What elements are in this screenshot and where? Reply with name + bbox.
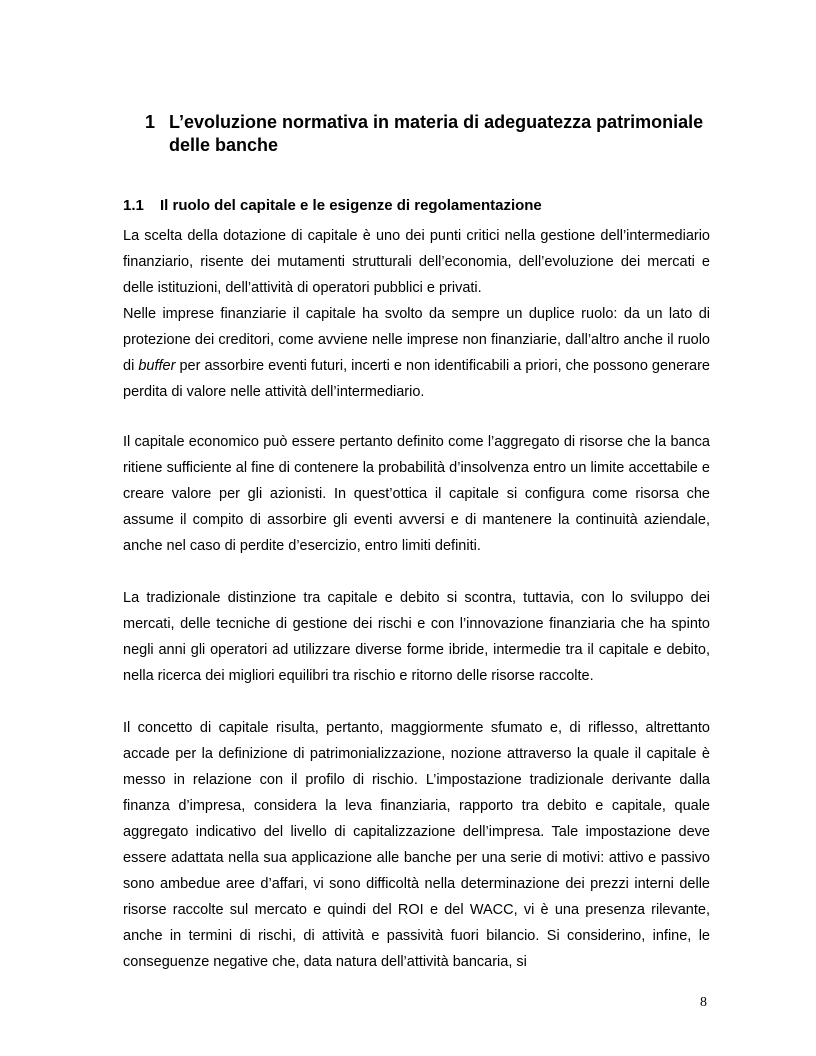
paragraph-1a: La scelta della dotazione di capitale è uno dei punti critici nella gestione dell’intermediario finanziario, risente dei mutamenti strutturali dell’economia, dell’evoluzione dei mercati e delle istituzioni, dell’attività di operatori pubblici e privati. xyxy=(123,228,710,296)
paragraph-3: La tradizionale distinzione tra capitale e debito si scontra, tuttavia, con lo sviluppo dei mercati, delle tecniche di gestione dei rischi e con l’innovazione finanziaria che ha spinto negli anni gli operatori ad utilizzare diverse forme ibride, intermedie tra il capitale e debito, nella ricerca dei migliori equilibri tra rischio e ritorno delle risorse raccolte. xyxy=(123,590,710,684)
chapter-heading xyxy=(145,111,713,157)
chapter-number: 1 xyxy=(145,112,156,132)
paragraph-1b-start: Nelle imprese finanziarie il capitale ha svolto da sempre un duplice ruolo: da un lato di protezione dei creditori, come avviene nelle imprese non finanziarie, dall’altro anche il ruolo di xyxy=(123,306,710,374)
paragraph-1b xyxy=(123,301,710,405)
paragraph-1b-end: per assorbire eventi futuri, incerti e non identificabili a priori, che possono generare perdita di valore nelle attività dell’intermediario. xyxy=(123,358,710,400)
section-title: Il ruolo del capitale e le esigenze di regolamentazione xyxy=(160,197,542,214)
paragraph-4: Il concetto di capitale risulta, pertanto, maggiormente sfumato e, di riflesso, altrettanto accade per la definizione di patrimonializzazione, nozione attraverso la quale il capitale è messo in relazione con il profilo di rischio. L’impostazione tradizionale derivante dalla finanza d’impresa, considera la leva finanziaria, rapporto tra debito e capitale, quale aggregato indicativo del livello di capitalizzazione dell’impresa. Tale impostazione deve essere adattata nella sua applicazione alle banche per una serie di motivi: attivo e passivo sono ambedue aree d’affari, vi sono difficoltà nella determinazione dei prezzi interni delle risorse raccolte sul mercato e quindi del ROI e del WACC, vi è una presenza rilevante, anche in termini di rischi, di attività e passività fuori bilancio. Si considerino, infine, le conseguenze negative che, data natura dell’attività bancaria, si xyxy=(123,720,710,970)
paragraph-2: Il capitale economico può essere pertanto definito come l’aggregato di risorse che la banca ritiene sufficiente al fine di contenere la probabilità d’insolvenza entro un limite accettabile e creare valore per gli azionisti. In quest’ottica il capitale si configura come risorsa che assume il compito di assorbire gli eventi avversi e di mantenere la continuità aziendale, anche nel caso di perdite d’esercizio, entro limiti definiti. xyxy=(123,434,710,554)
emphasis-buffer: buffer xyxy=(138,358,176,374)
chapter-title: L’evoluzione normativa in materia di adeguatezza patrimoniale delle banche xyxy=(169,112,704,155)
section-number: 1.1 xyxy=(123,197,144,214)
section-heading xyxy=(123,196,713,216)
page-number: 8 xyxy=(700,995,707,1010)
paragraph-1 xyxy=(123,223,710,405)
